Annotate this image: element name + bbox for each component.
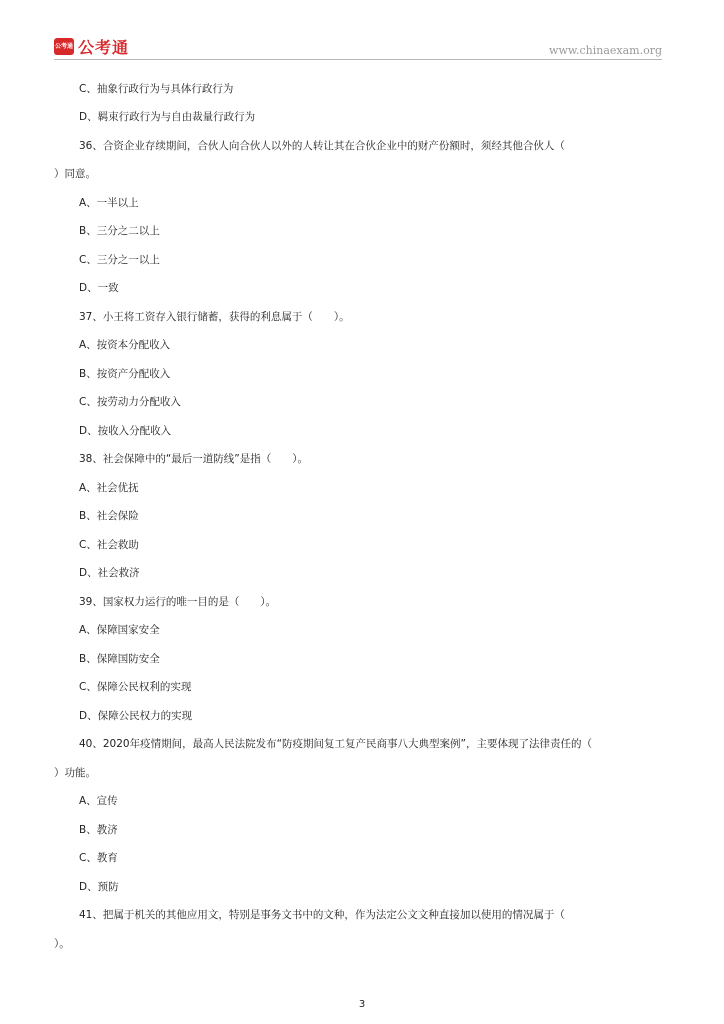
- option-a-36: A、一半以上: [79, 197, 139, 209]
- page-number: 3: [358, 999, 366, 1010]
- option-c-39: C、保障公民权利的实现: [79, 681, 192, 693]
- option-a-39: A、保障国家安全: [79, 624, 160, 636]
- option-c-38: C、社会救助: [79, 539, 139, 551]
- option-b-36: B、三分之二以上: [79, 225, 160, 237]
- option-b-40: B、教济: [79, 824, 118, 836]
- option-d-39: D、保障公民权力的实现: [79, 710, 193, 722]
- option-d-36: D、一致: [79, 282, 119, 294]
- option-c-37: C、按劳动力分配收入: [79, 396, 181, 408]
- site-url[interactable]: www.chinaexam.org: [549, 44, 662, 57]
- header-divider: [54, 59, 662, 60]
- option-b-38: B、社会保险: [79, 510, 139, 522]
- question-40: 40、2020年疫情期间，最高人民法院发布“防疫期间复工复产民商事八大典型案例”，主要体现了法律责任的（: [79, 738, 592, 750]
- option-b-39: B、保障国防安全: [79, 653, 160, 665]
- question-37: 37、小王将工资存入银行储蓄，获得的利息属于（ ）。: [79, 311, 350, 323]
- page-header: [0, 0, 724, 60]
- option-b-37: B、按资产分配收入: [79, 368, 171, 380]
- option-d-35: D、羁束行政行为与自由裁量行政行为: [79, 111, 256, 123]
- option-c-35: C、抽象行政行为与具体行政行为: [79, 83, 234, 95]
- option-d-40: D、预防: [79, 881, 119, 893]
- option-d-38: D、社会救济: [79, 567, 140, 579]
- brand-logo[interactable]: [54, 36, 129, 56]
- question-38: 38、社会保障中的“最后一道防线”是指（ ）。: [79, 453, 308, 465]
- option-a-40: A、宣传: [79, 795, 118, 807]
- option-d-37: D、按收入分配收入: [79, 425, 172, 437]
- logo-text: 公考通: [78, 37, 130, 57]
- question-41-cont: ）。: [54, 938, 70, 950]
- logo-badge-icon: 公考通: [54, 38, 74, 55]
- option-c-40: C、教育: [79, 852, 118, 864]
- option-a-38: A、社会优抚: [79, 482, 139, 494]
- question-36: 36、合资企业存续期间，合伙人向合伙人以外的人转让其在合伙企业中的财产份额时，须经其他合伙人（: [79, 140, 565, 152]
- question-41: 41、把属于机关的其他应用文，特别是事务文书中的文种，作为法定公文文种直接加以使用的情况属于（: [79, 909, 565, 921]
- option-a-37: A、按资本分配收入: [79, 339, 171, 351]
- question-36-cont: ）同意。: [54, 168, 96, 180]
- option-c-36: C、三分之一以上: [79, 254, 160, 266]
- question-39: 39、国家权力运行的唯一目的是（ ）。: [79, 596, 277, 608]
- question-40-cont: ）功能。: [54, 767, 96, 779]
